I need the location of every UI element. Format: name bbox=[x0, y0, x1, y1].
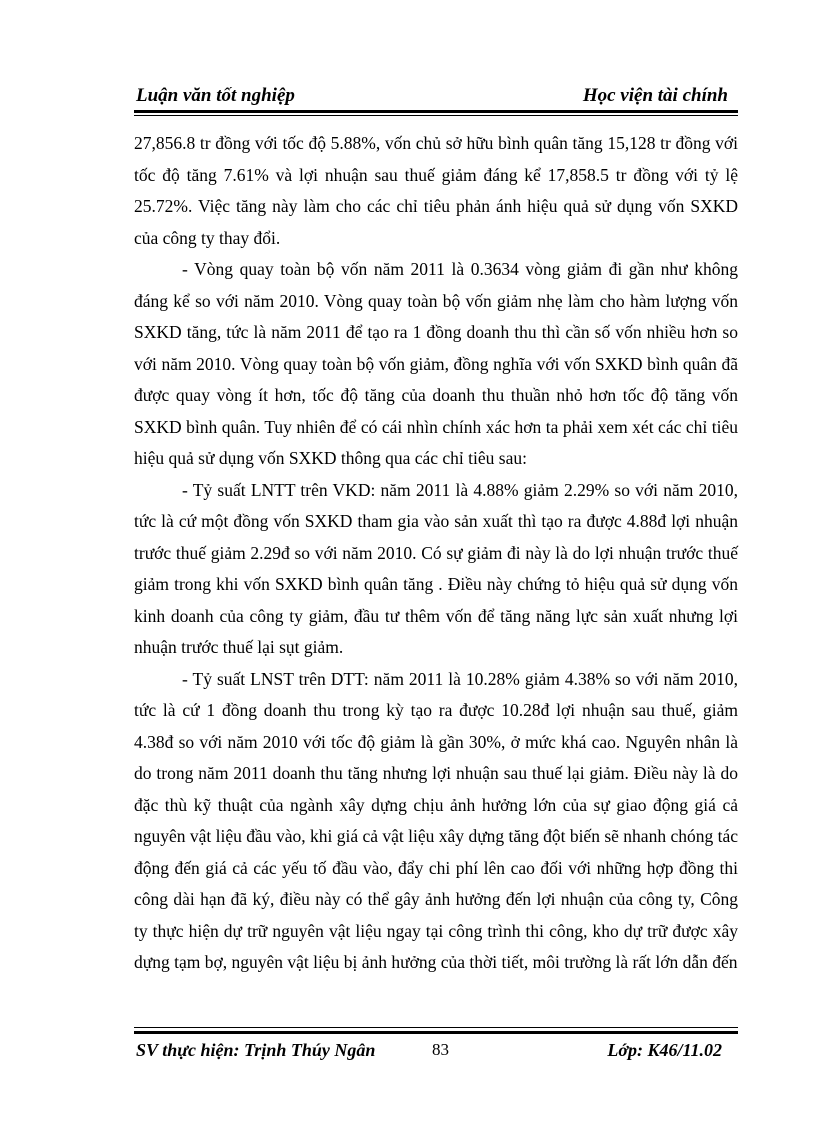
page-footer bbox=[134, 1038, 738, 1064]
header-rule-thin bbox=[134, 115, 738, 116]
header-institution: Học viện tài chính bbox=[582, 85, 728, 106]
header-thesis-title: Luận văn tốt nghiệp bbox=[136, 85, 295, 106]
footer-rule-thin bbox=[134, 1027, 738, 1028]
page-header bbox=[134, 84, 738, 110]
page-number: 83 bbox=[432, 1040, 449, 1059]
footer-class: Lớp: K46/11.02 bbox=[607, 1040, 722, 1060]
paragraph-lntt-ratio: - Tỷ suất LNTT trên VKD: năm 2011 là 4.88% giảm 2.29% so với năm 2010, tức là cứ một đồng vốn SXKD tham gia vào sản xuất thì tạo ra được 4.88đ lợi nhuận trước thuế giảm 2.29đ so với năm 2010. Có sự giảm đi này là do lợi nhuận trước thuế giảm trong khi vốn SXKD bình quân tăng . Điều này chứng tỏ hiệu quả sử dụng vốn kinh doanh của công ty giảm, đầu tư thêm vốn để tăng năng lực sản xuất nhưng lợi nhuận trước thuế lại sụt giảm. bbox=[134, 479, 738, 657]
footer-student-name: SV thực hiện: Trịnh Thúy Ngân bbox=[136, 1040, 376, 1060]
paragraph-capital-turnover: - Vòng quay toàn bộ vốn năm 2011 là 0.3634 vòng giảm đi gần như không đáng kể so với năm 2010. Vòng quay toàn bộ vốn giảm nhẹ làm cho hàm lượng vốn SXKD tăng, tức là năm 2011 để tạo ra 1 đồng doanh thu thì cần số vốn nhiều hơn so với năm 2010. Vòng quay toàn bộ vốn giảm, đồng nghĩa với vốn SXKD bình quân đã được quay vòng ít hơn, tốc độ tăng của doanh thu thuần nhỏ hơn tốc độ tăng vốn SXKD bình quân. Tuy nhiên để có cái nhìn chính xác hơn ta phải xem xét các chỉ tiêu hiệu quả sử dụng vốn SXKD thông qua các chỉ tiêu sau: bbox=[134, 259, 738, 468]
header-rule-thick bbox=[134, 110, 738, 113]
body-text bbox=[134, 128, 738, 979]
paragraph-continuation: 27,856.8 tr đồng với tốc độ 5.88%, vốn chủ sở hữu bình quân tăng 15,128 tr đồng với tốc độ tăng 7.61% và lợi nhuận sau thuế giảm đáng kể 17,858.5 tr đồng với tỷ lệ 25.72%. Việc tăng này làm cho các chỉ tiêu phản ánh hiệu quả sử dụng vốn SXKD của công ty thay đổi. bbox=[134, 133, 738, 248]
paragraph-lnst-ratio: - Tỷ suất LNST trên DTT: năm 2011 là 10.28% giảm 4.38% so với năm 2010, tức là cứ 1 đồng doanh thu trong kỳ tạo ra được 10.28đ lợi nhuận sau thuế, giảm 4.38đ so với năm 2010 với tốc độ giảm là gần 30%, ở mức khá cao. Nguyên nhân là do trong năm 2011 doanh thu tăng nhưng lợi nhuận sau thuế lại giảm. Điều này là do đặc thù kỹ thuật của ngành xây dựng chịu ảnh hưởng lớn của sự giao động giá cả nguyên vật liệu đầu vào, khi giá cả vật liệu xây dựng tăng đột biến sẽ nhanh chóng tác động đến giá cả các yếu tố đầu vào, đẩy chi phí lên cao đối với những hợp đồng thi công dài hạn đã ký, điều này có thể gây ảnh hưởng đến lợi nhuận của công ty, Công ty thực hiện dự trữ nguyên vật liệu ngay tại công trình thi công, kho dự trữ được xây dựng tạm bợ, nguyên vật liệu bị ảnh hưởng của thời tiết, môi trường là rất lớn dẫn đến bbox=[134, 668, 738, 972]
footer-rule-thick bbox=[134, 1031, 738, 1034]
